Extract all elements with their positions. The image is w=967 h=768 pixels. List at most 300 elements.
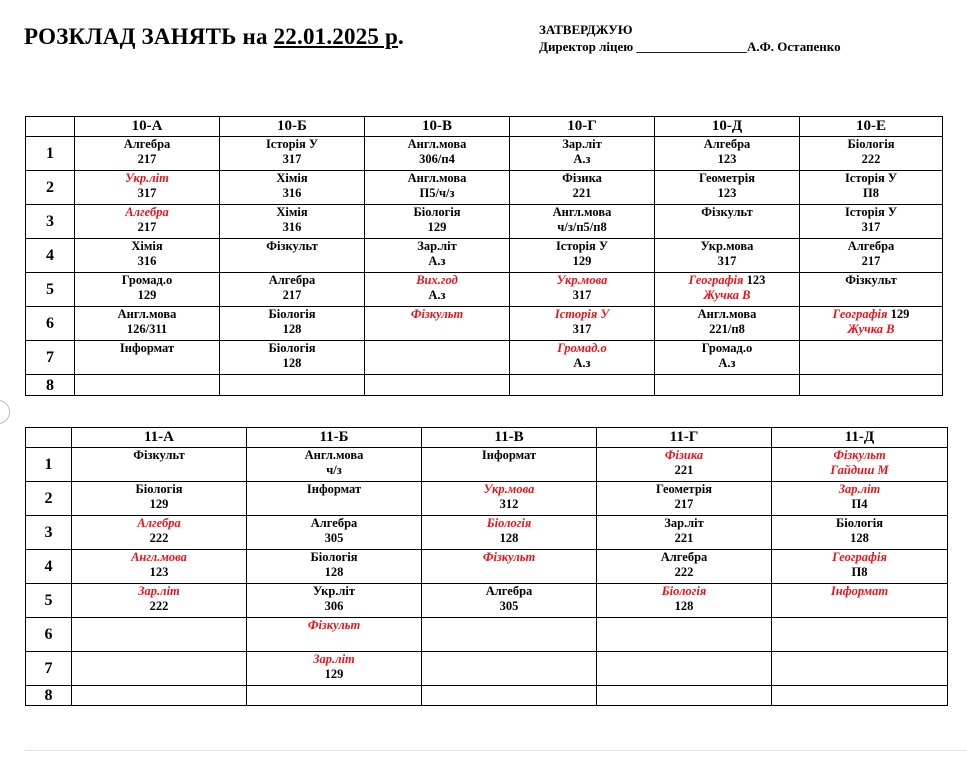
subject-line [774,516,945,531]
lesson-cell [510,307,655,341]
room-line: 128 [499,531,519,545]
room-line: 128 [850,531,869,545]
class-header: 11-Д [772,428,948,448]
approval-signature-line: Директор ліцею _________________А.Ф. Остапенко [539,39,841,54]
lesson-cell [800,239,943,273]
lesson-cell [72,550,247,584]
subject-name: Фізкульт [701,205,753,219]
table-header-row [26,117,943,137]
subject-line [657,341,797,356]
subject-line [657,307,797,322]
title-suffix: . [398,24,404,49]
class-header: 10-В [365,117,510,137]
room-line: 316 [282,186,302,200]
lesson-number: 1 [26,448,72,482]
table-row [26,618,948,652]
room-line: 128 [674,599,694,613]
lesson-cell [422,618,597,652]
table-row [26,482,948,516]
schedule-table-10 [25,116,943,396]
room-line: 221 [674,531,694,545]
subject-line [599,584,769,599]
subject-line [74,448,244,463]
subject-name: Географія [832,550,887,564]
room-line: 312 [499,497,519,511]
subject-name: Геометрія [655,482,713,496]
subject-line [222,171,362,186]
subject-line [367,205,507,220]
subject-name: Англ.мова [552,205,612,219]
lesson-cell [365,239,510,273]
lesson-cell [655,307,800,341]
lesson-cell [597,516,772,550]
subject-name: Історія У [844,205,898,219]
approval-block [539,21,841,55]
subject-line [249,652,419,667]
subject-line [657,239,797,254]
lesson-cell [75,171,220,205]
room-number: 123 [746,273,766,287]
subject-line [77,137,217,152]
lesson-cell [510,137,655,171]
subject-name: Зар.літ [838,482,881,496]
lesson-cell [422,686,597,706]
lesson-cell [247,618,422,652]
subject-line [774,482,945,497]
subject-line [77,273,217,288]
lesson-cell [365,307,510,341]
subject-line [77,171,217,186]
subject-name: Біологія [847,137,895,151]
subject-line [424,516,594,531]
subject-line [512,307,652,322]
table-row [26,686,948,706]
teacher-name: Жучка В [847,322,895,336]
teacher-name: Жучка В [703,288,751,302]
room-line: П8 [863,186,879,200]
room-line: 305 [499,599,519,613]
subject-name: Історія У [554,307,610,321]
lesson-cell [597,482,772,516]
lesson-cell [75,341,220,375]
lesson-cell [422,550,597,584]
subject-line [249,516,419,531]
bottom-divider [25,750,967,751]
subject-line [249,482,419,497]
subject-name: Фізика [562,171,602,185]
subject-line [367,307,507,322]
class-header: 11-А [72,428,247,448]
lesson-number: 1 [26,137,75,171]
subject-line [802,137,940,152]
subject-name: Фізкульт [307,618,361,632]
lesson-cell [72,652,247,686]
lesson-cell [365,273,510,307]
lesson-cell [365,375,510,396]
subject-name: Історія У [265,137,319,151]
corner-cell [26,117,75,137]
lesson-cell [75,205,220,239]
subject-name: Інформат [481,448,537,462]
room-line: 317 [717,254,737,268]
room-line: 306/п4 [419,152,455,166]
lesson-cell [75,273,220,307]
lesson-number: 4 [26,550,72,584]
subject-name: Біологія [836,516,883,530]
subject-name: Алгебра [123,137,171,151]
table-row [26,137,943,171]
lesson-cell [247,550,422,584]
subject-name: Укр.мова [556,273,608,287]
subject-name: Хімія [131,239,163,253]
subject-name: Алгебра [125,205,169,219]
lesson-cell [772,448,948,482]
room-line: 221 [674,463,694,477]
lesson-cell [247,516,422,550]
subject-name: Англ.мова [407,171,467,185]
subject-name: Фізкульт [845,273,897,287]
lesson-cell [655,375,800,396]
subject-line [222,307,362,322]
table-row [26,273,943,307]
lesson-cell [655,137,800,171]
lesson-cell [75,239,220,273]
lesson-cell [220,239,365,273]
subject-line [249,550,419,565]
lesson-cell [655,205,800,239]
subject-name: Фізкульт [410,307,464,321]
subject-line [802,307,940,322]
lesson-cell [220,307,365,341]
subject-name: Зар.літ [664,516,704,530]
lesson-cell [772,516,948,550]
lesson-cell [597,686,772,706]
subject-line [249,448,419,463]
room-line: 317 [137,186,157,200]
subject-name: Зар.літ [313,652,355,666]
subject-name: Історія У [844,171,898,185]
subject-line [599,516,769,531]
subject-name: Алгебра [485,584,533,598]
subject-line [657,171,797,186]
subject-line [599,550,769,565]
lesson-cell [220,341,365,375]
subject-line [599,448,769,463]
lesson-cell [772,686,948,706]
lesson-cell [655,341,800,375]
class-header: 10-Б [220,117,365,137]
lesson-cell [800,307,943,341]
lesson-cell [655,171,800,205]
class-header: 11-В [422,428,597,448]
subject-name: Вих.год [416,273,458,287]
table-row [26,448,948,482]
subject-name: Зар.літ [562,137,602,151]
approval-heading: ЗАТВЕРДЖУЮ [539,22,633,37]
lesson-cell [247,686,422,706]
lesson-cell [800,205,943,239]
subject-name: Громад.о [557,341,607,355]
lesson-cell [597,652,772,686]
subject-name: Англ.мова [117,307,177,321]
room-line: 222 [674,565,694,579]
class-header: 10-Д [655,117,800,137]
subject-name: Інформат [119,341,175,355]
room-line: 317 [572,288,592,302]
room-line: П4 [851,497,868,511]
class-header: 10-Е [800,117,943,137]
lesson-number: 3 [26,205,75,239]
room-line: 126/311 [126,322,168,336]
room-line: А.з [718,356,736,370]
table-row [26,205,943,239]
room-line: 222 [149,599,169,613]
subject-name: Алгебра [268,273,316,287]
table-row [26,652,948,686]
room-line: 221 [572,186,592,200]
lesson-cell [247,448,422,482]
class-header: 10-А [75,117,220,137]
room-line: 316 [282,220,302,234]
lesson-number: 8 [26,375,75,396]
lesson-number: 5 [26,273,75,307]
subject-line [77,341,217,356]
subject-line [74,516,244,531]
room-line: ч/з/п5/п8 [557,220,607,234]
corner-cell [26,428,72,448]
lesson-cell [597,618,772,652]
lesson-cell [772,652,948,686]
table-row [26,171,943,205]
subject-name: Біологія [135,482,183,496]
lesson-cell [800,375,943,396]
lesson-cell [422,584,597,618]
room-line: 217 [137,220,157,234]
room-line: 129 [572,254,592,268]
subject-name: Англ.мова [304,448,364,462]
room-line: 123 [149,565,169,579]
lesson-cell [800,273,943,307]
table-row [26,341,943,375]
subject-line [599,482,769,497]
room-line: 305 [324,531,344,545]
lesson-number: 6 [26,307,75,341]
subject-name: Фізкульт [482,550,536,564]
lesson-number: 3 [26,516,72,550]
lesson-cell [422,652,597,686]
subject-line [657,137,797,152]
subject-name: Геометрія [698,171,756,185]
subject-name: Укр.літ [312,584,356,598]
subject-line [657,205,797,220]
lesson-cell [597,448,772,482]
subject-line [424,482,594,497]
lesson-cell [72,584,247,618]
lesson-cell [510,341,655,375]
lesson-cell [772,584,948,618]
lesson-cell [220,205,365,239]
lesson-cell [772,618,948,652]
room-line: 222 [861,152,881,166]
room-line: 317 [282,152,302,166]
class-header: 10-Г [510,117,655,137]
subject-name: Хімія [276,171,308,185]
lesson-cell [510,239,655,273]
subject-line [367,137,507,152]
subject-name: Алгебра [310,516,358,530]
room-line: П8 [851,565,868,579]
subject-line [367,239,507,254]
subject-line [512,341,652,356]
table-header-row [26,428,948,448]
subject-name: Зар.літ [417,239,457,253]
lesson-cell [72,516,247,550]
table-row [26,375,943,396]
subject-line [367,273,507,288]
room-line: 129 [427,220,447,234]
subject-line [512,205,652,220]
subject-name: Громад.о [701,341,753,355]
lesson-cell [422,448,597,482]
subject-line [424,550,594,565]
subject-name: Інформат [306,482,362,496]
lesson-cell [510,375,655,396]
table-row [26,239,943,273]
subject-line [222,205,362,220]
subject-name: Алгебра [137,516,181,530]
room-line: 129 [149,497,169,511]
subject-name: Хімія [276,205,308,219]
subject-name: Фізкульт [133,448,185,462]
subject-name: Укр.мова [700,239,754,253]
lesson-cell [655,239,800,273]
subject-line [249,584,419,599]
subject-name: Географія [688,273,744,287]
room-line: 129 [137,288,157,302]
lesson-cell [655,273,800,307]
subject-line [74,550,244,565]
subject-line [222,273,362,288]
lesson-cell [220,171,365,205]
subject-line [774,550,945,565]
subject-name: Англ.мова [407,137,467,151]
page-title [24,24,404,50]
lesson-cell [772,482,948,516]
subject-name: Зар.літ [138,584,180,598]
room-line: 317 [861,220,881,234]
lesson-cell [365,205,510,239]
lesson-cell [247,652,422,686]
table-row [26,550,948,584]
room-line: А.з [428,254,446,268]
lesson-cell [365,137,510,171]
subject-name: Англ.мова [131,550,187,564]
room-line: 316 [137,254,157,268]
subject-line [222,137,362,152]
subject-line [77,239,217,254]
subject-name: Укр.мова [483,482,535,496]
subject-name: Географія [832,307,888,321]
lesson-cell [72,482,247,516]
lesson-cell [75,137,220,171]
subject-line [222,239,362,254]
subject-line [222,341,362,356]
subject-line [802,239,940,254]
page-edge-circle [0,400,10,424]
room-line: 128 [324,565,344,579]
subject-name: Фізкульт [833,448,886,462]
table-row [26,307,943,341]
subject-line [512,171,652,186]
room-line: 306 [324,599,344,613]
subject-line [77,205,217,220]
subject-name: Укр.літ [125,171,169,185]
subject-line [657,273,797,288]
lesson-cell [772,550,948,584]
title-prefix: РОЗКЛАД ЗАНЯТЬ на [24,24,274,49]
lesson-cell [75,307,220,341]
room-line: 128 [282,322,302,336]
subject-name: Фізика [664,448,704,462]
room-line: 129 [324,667,344,681]
lesson-cell [220,273,365,307]
subject-name: Алгебра [660,550,708,564]
class-header: 11-Б [247,428,422,448]
room-line: 221/п8 [709,322,745,336]
subject-line [802,171,940,186]
table-row [26,516,948,550]
room-line: ч/з [326,463,342,477]
lesson-number: 7 [26,341,75,375]
subject-line [74,482,244,497]
lesson-cell [220,137,365,171]
room-line: 128 [282,356,302,370]
lesson-cell [800,341,943,375]
subject-line [367,171,507,186]
subject-name: Фізкульт [266,239,318,253]
lesson-cell [72,448,247,482]
subject-line [774,448,945,463]
lesson-number: 6 [26,618,72,652]
lesson-cell [75,375,220,396]
subject-line [512,137,652,152]
room-line: 217 [861,254,881,268]
subject-name: Біологія [268,341,316,355]
lesson-cell [220,375,365,396]
lesson-number: 8 [26,686,72,706]
lesson-cell [72,686,247,706]
room-line: А.з [428,288,446,302]
room-line: 217 [282,288,302,302]
room-line: А.з [573,356,591,370]
lesson-number: 5 [26,584,72,618]
subject-line [774,584,945,599]
subject-name: Алгебра [847,239,895,253]
lesson-cell [422,516,597,550]
teacher-name: Гайдиш М [830,463,889,477]
subject-name: Історія У [555,239,609,253]
table-row [26,584,948,618]
lesson-cell [510,171,655,205]
subject-name: Інформат [830,584,889,598]
subject-name: Біологія [413,205,461,219]
subject-name: Біологія [268,307,316,321]
subject-line [77,307,217,322]
lesson-cell [510,205,655,239]
room-line: П5/ч/з [419,186,455,200]
lesson-cell [800,137,943,171]
lesson-number: 2 [26,171,75,205]
